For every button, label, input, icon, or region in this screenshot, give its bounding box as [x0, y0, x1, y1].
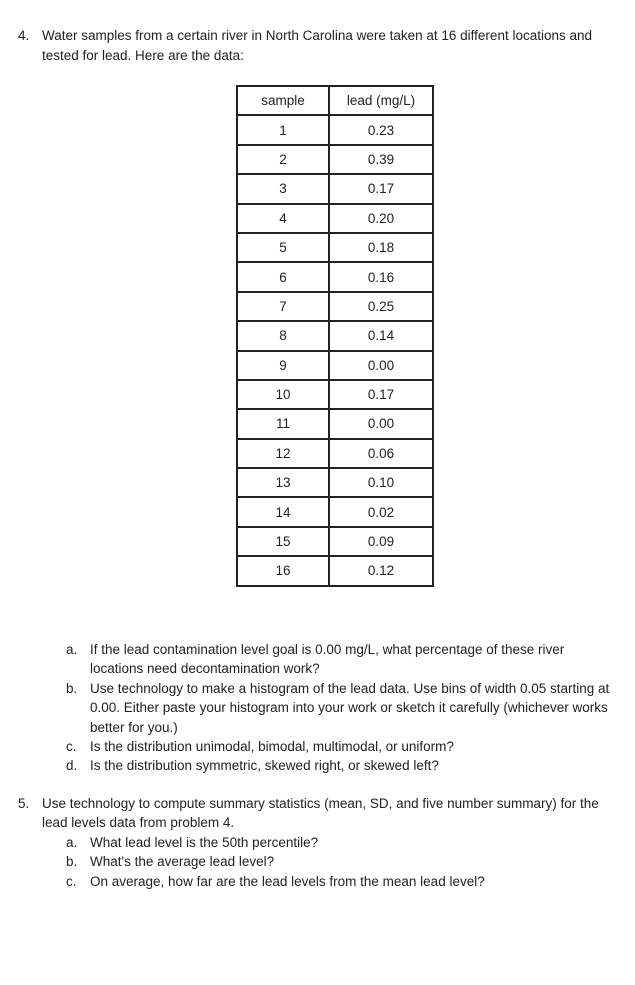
cell-sample: 6 [237, 262, 329, 291]
cell-lead: 0.20 [329, 204, 433, 233]
question-4-part-b [66, 679, 616, 737]
cell-sample: 7 [237, 292, 329, 321]
lead-data-table [236, 85, 434, 587]
part-text: What lead level is the 50th percentile? [90, 834, 319, 850]
part-letter: b. [66, 854, 78, 870]
question-5-part-c [66, 872, 606, 891]
cell-lead: 0.17 [329, 174, 433, 203]
cell-lead: 0.06 [329, 439, 433, 468]
cell-lead: 0.00 [329, 409, 433, 438]
table-row [237, 292, 433, 321]
cell-lead: 0.09 [329, 527, 433, 556]
cell-lead: 0.10 [329, 468, 433, 497]
question-4-part-a [66, 640, 616, 679]
part-text: Is the distribution unimodal, bimodal, multimodal, or uniform? [90, 739, 454, 755]
question-4-text: Water samples from a certain river in North Carolina were taken at 16 different locations and tested for lead. Here are the data: [42, 28, 593, 63]
question-4-number: 4. [18, 28, 30, 43]
table-row [237, 380, 433, 409]
part-letter: c. [66, 873, 77, 889]
part-letter: d. [66, 758, 78, 774]
cell-lead: 0.25 [329, 292, 433, 321]
cell-sample: 2 [237, 145, 329, 174]
cell-sample: 11 [237, 409, 329, 438]
part-letter: c. [66, 739, 77, 755]
question-5-part-a [66, 833, 606, 852]
cell-sample: 15 [237, 527, 329, 556]
table-row [237, 409, 433, 438]
part-letter: a. [66, 642, 78, 657]
cell-sample: 5 [237, 233, 329, 262]
cell-lead: 0.17 [329, 380, 433, 409]
cell-sample: 1 [237, 115, 329, 144]
column-header-sample: sample [237, 86, 329, 115]
cell-sample: 16 [237, 556, 329, 585]
table-row [237, 145, 433, 174]
question-5 [18, 794, 618, 891]
question-5-prompt [18, 794, 618, 833]
cell-sample: 14 [237, 497, 329, 526]
cell-sample: 13 [237, 468, 329, 497]
cell-sample: 10 [237, 380, 329, 409]
question-4-part-c [66, 737, 616, 756]
question-5-text: Use technology to compute summary statistics (mean, SD, and five number summary) for the lead levels data from problem 4. [42, 796, 599, 831]
column-header-lead: lead (mg/L) [329, 86, 433, 115]
cell-lead: 0.18 [329, 233, 433, 262]
question-4-parts [66, 640, 616, 776]
cell-sample: 9 [237, 351, 329, 380]
cell-lead: 0.12 [329, 556, 433, 585]
table-row [237, 468, 433, 497]
question-5-part-b [66, 852, 606, 871]
table-row [237, 556, 433, 585]
table-row [237, 321, 433, 350]
table-row [237, 262, 433, 291]
question-4-prompt [18, 26, 618, 66]
cell-lead: 0.23 [329, 115, 433, 144]
cell-lead: 0.16 [329, 262, 433, 291]
table-header-row [237, 86, 433, 115]
cell-sample: 3 [237, 174, 329, 203]
table-row [237, 497, 433, 526]
part-letter: a. [66, 834, 78, 850]
cell-sample: 8 [237, 321, 329, 350]
question-4-part-d [66, 756, 616, 775]
table-row [237, 115, 433, 144]
part-text: Use technology to make a histogram of the lead data. Use bins of width 0.05 starting at 0.00. Either paste your histogram into your work or sketch it carefully (whichever works better for you.) [90, 680, 610, 735]
part-text: On average, how far are the lead levels from the mean lead level? [90, 873, 485, 889]
question-5-number: 5. [18, 796, 30, 811]
table-row [237, 174, 433, 203]
cell-lead: 0.39 [329, 145, 433, 174]
part-text: If the lead contamination level goal is 0.00 mg/L, what percentage of these river locations need decontamination work? [90, 642, 565, 677]
part-text: Is the distribution symmetric, skewed right, or skewed left? [90, 758, 439, 774]
cell-lead: 0.00 [329, 351, 433, 380]
table-row [237, 439, 433, 468]
cell-lead: 0.02 [329, 497, 433, 526]
table-row [237, 527, 433, 556]
cell-lead: 0.14 [329, 321, 433, 350]
table-row [237, 351, 433, 380]
cell-sample: 12 [237, 439, 329, 468]
cell-sample: 4 [237, 204, 329, 233]
part-text: What's the average lead level? [90, 854, 275, 870]
table-row [237, 233, 433, 262]
question-5-parts [66, 833, 606, 891]
table-row [237, 204, 433, 233]
question-4 [18, 26, 618, 66]
part-letter: b. [66, 680, 78, 696]
